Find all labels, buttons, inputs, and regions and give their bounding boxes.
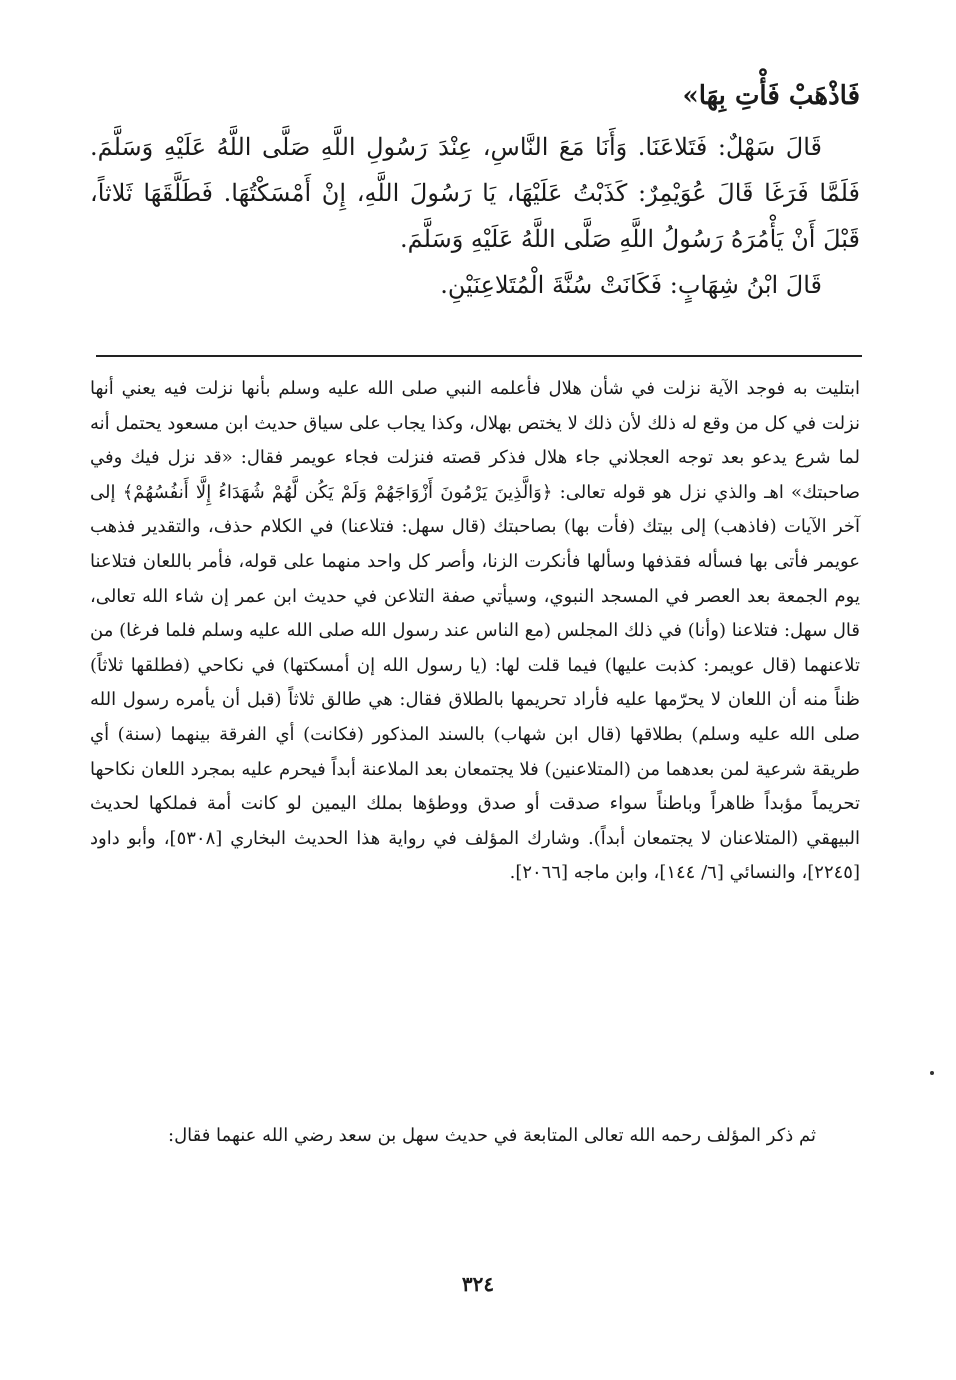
- hadith-text: [90, 124, 860, 308]
- transition-paragraph: ثم ذكر المؤلف رحمه الله تعالى المتابعة في حديث سهل بن سعد رضي الله عنهما فقال:: [168, 1125, 816, 1146]
- footnote-divider: [96, 355, 862, 357]
- commentary-paragraph: ابتليت به فوجد الآية نزلت في شأن هلال فأعلمه النبي صلى الله عليه وسلم بأنها نزلت فيه يعني أنها نزلت في كل من وقع له ذلك لأن ذلك لا يختص بهلال، وكذا يجاب على سياق حديث ابن مسعود يحتمل أنه لما شرع يدعو بعد توجه العجلاني جاء هلال فذكر قصته فنزلت فجاء عويمر فقال: «قد نزل فيك وفي صاحبتك» اهـ والذي نزل هو قوله تعالى: ﴿وَالَّذِينَ يَرْمُونَ أَزْوَاجَهُمْ وَلَمْ يَكُن لَّهُمْ شُهَدَاءُ إِلَّا أَنفُسُهُمْ﴾ إلى آخر الآيات (فاذهب) إلى بيتك (فأت بها) بصاحبتك (قال سهل: فتلاعنا) في الكلام حذف، والتقدير فذهب عويمر فأتى بها فسأله فقذفها وسألها فأنكرت الزنا، وأصر كل واحد منهما على قوله، فأمر باللعان فتلاعنا يوم الجمعة بعد العصر في المسجد النبوي، وسيأتي صفة التلاعن في حديث ابن عمر إن شاء الله تعالى، قال سهل: فتلاعنا (وأنا) في ذلك المجلس (مع الناس عند رسول الله صلى الله عليه وسلم فلما فرغا) من تلاعنهما (قال عويمر: كذبت عليها) فيما قلت لها: (يا رسول الله إن أمسكتها) في نكاحي (فطلقها ثلاثاً) ظناً منه أن اللعان لا يحرّمها عليه فأراد تحريمها بالطلاق فقال: هي طالق ثلاثاً (قبل أن يأمره رسول الله صلى الله عليه وسلم) بطلاقها (قال ابن شهاب) بالسند المذكور (فكانت) أي الفرقة بينهما (سنة) أي طريقة شرعية لمن بعدهما من (المتلاعنين) فلا يجتمعان بعد الملاعنة أبداً فيحرم عليه بمجرد اللعان نكاحها تحريماً مؤبداً ظاهراً وباطناً سواء صدقت أو صدق ووطؤها بملك اليمين لو كانت أمة فملكها لحديث البيهقي (المتلاعنان لا يجتمعان أبداً). وشارك المؤلف في رواية هذا الحديث البخاري [٥٣٠٨]، وأبو داود [٢٢٤٥]، والنسائي [٦/ ١٤٤]، وابن ماجه [٢٠٦٦].: [90, 378, 861, 884]
- page-number: ٣٢٤: [461, 1272, 495, 1296]
- transition-note: [90, 1118, 860, 1154]
- scan-speck: [930, 1071, 934, 1075]
- hadith-lead-line: فَاذْهَبْ فَأْتِ بِهَا»: [682, 81, 860, 111]
- hadith-paragraph-sahl: قَالَ سَهْلٌ: فَتَلاعَنَا. وَأَنَا مَعَ النَّاسِ، عِنْدَ رَسُولِ اللَّهِ صَلَّى اللَّهُ عَلَيْهِ وَسَلَّمَ. فَلَمَّا فَرَغَا قَالَ عُوَيْمِرٌ: كَذَبْتُ عَلَيْهَا، يَا رَسُولَ اللَّهِ، إِنْ أَمْسَكْتُهَا. فَطَلَّقَهَا ثَلاثاً، قَبْلَ أَنْ يَأْمُرَهُ رَسُولُ اللَّهِ صَلَّى اللَّهُ عَلَيْهِ وَسَلَّمَ.: [90, 133, 860, 253]
- commentary-section: [90, 372, 860, 891]
- hadith-paragraph-ibn-shihab: قَالَ ابْنُ شِهَابٍ: فَكَانَتْ سُنَّةَ الْمُتَلاعِنَيْنِ.: [440, 271, 822, 299]
